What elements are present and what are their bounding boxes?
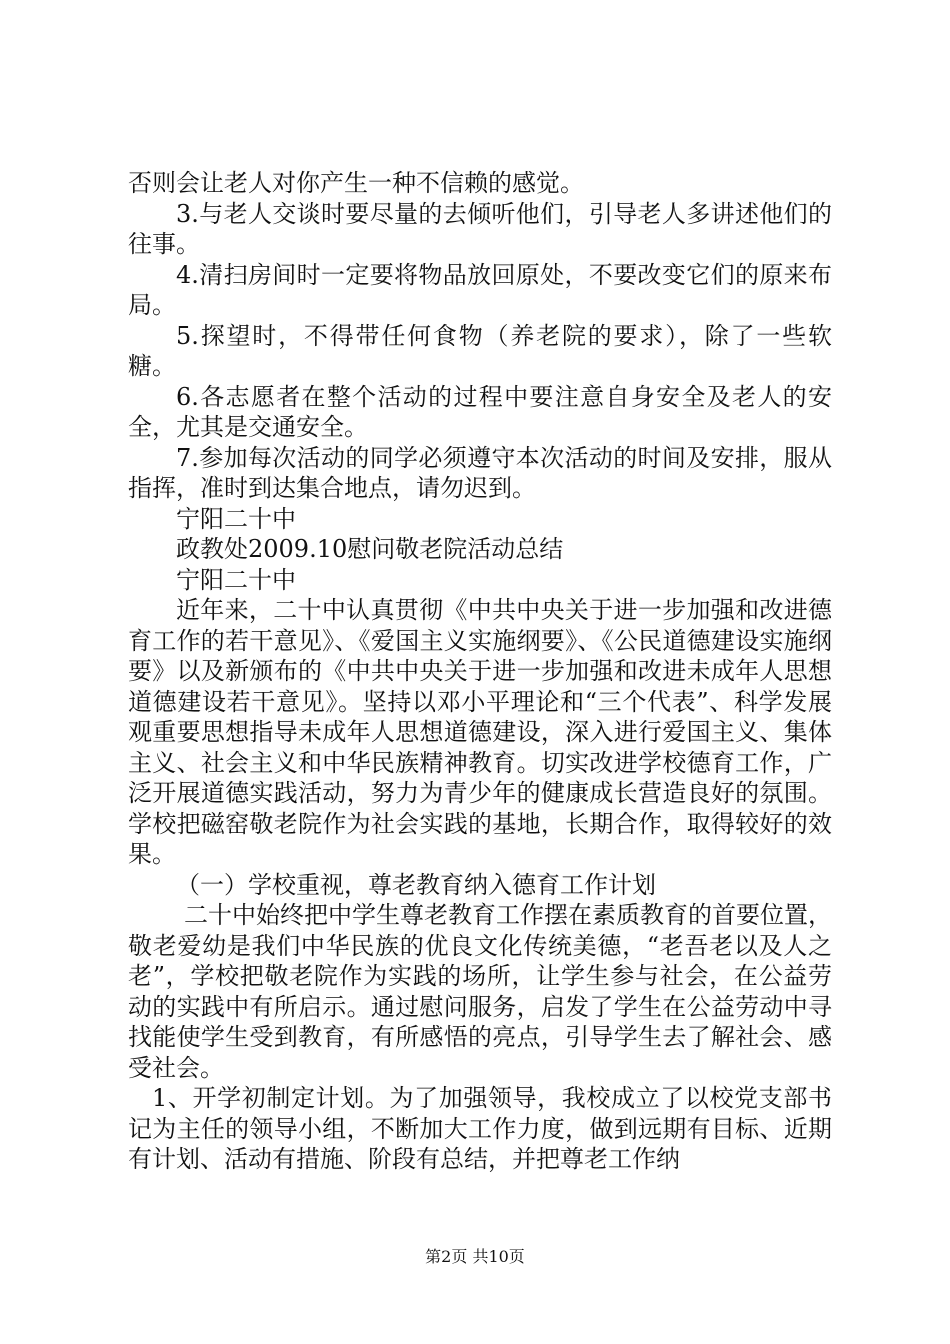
signature-line: 宁阳二十中 [176,504,296,533]
document-body [128,168,832,1175]
page-footer: 第2页 共10页 [425,1247,525,1266]
author-line: 宁阳二十中 [176,565,296,594]
paragraph: 否则会让老人对你产生一种不信赖的感觉。 [128,169,584,197]
paragraph: 5.探望时，不得带任何食物（养老院的要求），除了一些软糖。 [128,321,832,380]
paragraph: 7.参加每次活动的同学必须遵守本次活动的时间及安排，服从指挥，准时到达集合地点，请勿迟到。 [128,443,832,502]
section-heading: （一）学校重视，尊老教育纳入德育工作计划 [176,870,656,899]
paragraph: 4.清扫房间时一定要将物品放回原处，不要改变它们的原来布局。 [128,260,832,319]
paragraph: 3.与老人交谈时要尽量的去倾听他们，引导老人多讲述他们的往事。 [128,199,832,258]
document-title: 政教处2009.10慰问敬老院活动总结 [176,535,564,563]
paragraph: 6.各志愿者在整个活动的过程中要注意自身安全及老人的安全，尤其是交通安全。 [128,382,832,441]
paragraph: 1、开学初制定计划。为了加强领导，我校成立了以校党支部书记为主任的领导小组，不断加大工作力度，做到远期有目标、近期有计划、活动有措施、阶段有总结，并把尊老工作纳 [128,1084,832,1173]
paragraph: 近年来，二十中认真贯彻《中共中央关于进一步加强和改进德育工作的若干意见》、《爱国主义实施纲要》、《公民道德建设实施纲要》以及新颁布的《中共中央关于进一步加强和改进未成年人思想道德建设若干意见》。坚持以邓小平理论和“三个代表”、科学发展观重要思想指导未成年人思想道德建设，深入进行爱国主义、集体主义、社会主义和中华民族精神教育。切实改进学校德育工作，广泛开展道德实践活动，努力为青少年的健康成长营造良好的氛围。学校把磁窑敬老院作为社会实践的基地，长期合作，取得较好的效果。 [128,596,832,868]
paragraph: 二十中始终把中学生尊老教育工作摆在素质教育的首要位置，敬老爱幼是我们中华民族的优良文化传统美德，“老吾老以及人之老”，学校把敬老院作为实践的场所，让学生参与社会，在公益劳动的实践中有所启示。通过慰问服务，启发了学生在公益劳动中寻找能使学生受到教育，有所感悟的亮点，引导学生去了解社会、感受社会。 [128,901,832,1082]
